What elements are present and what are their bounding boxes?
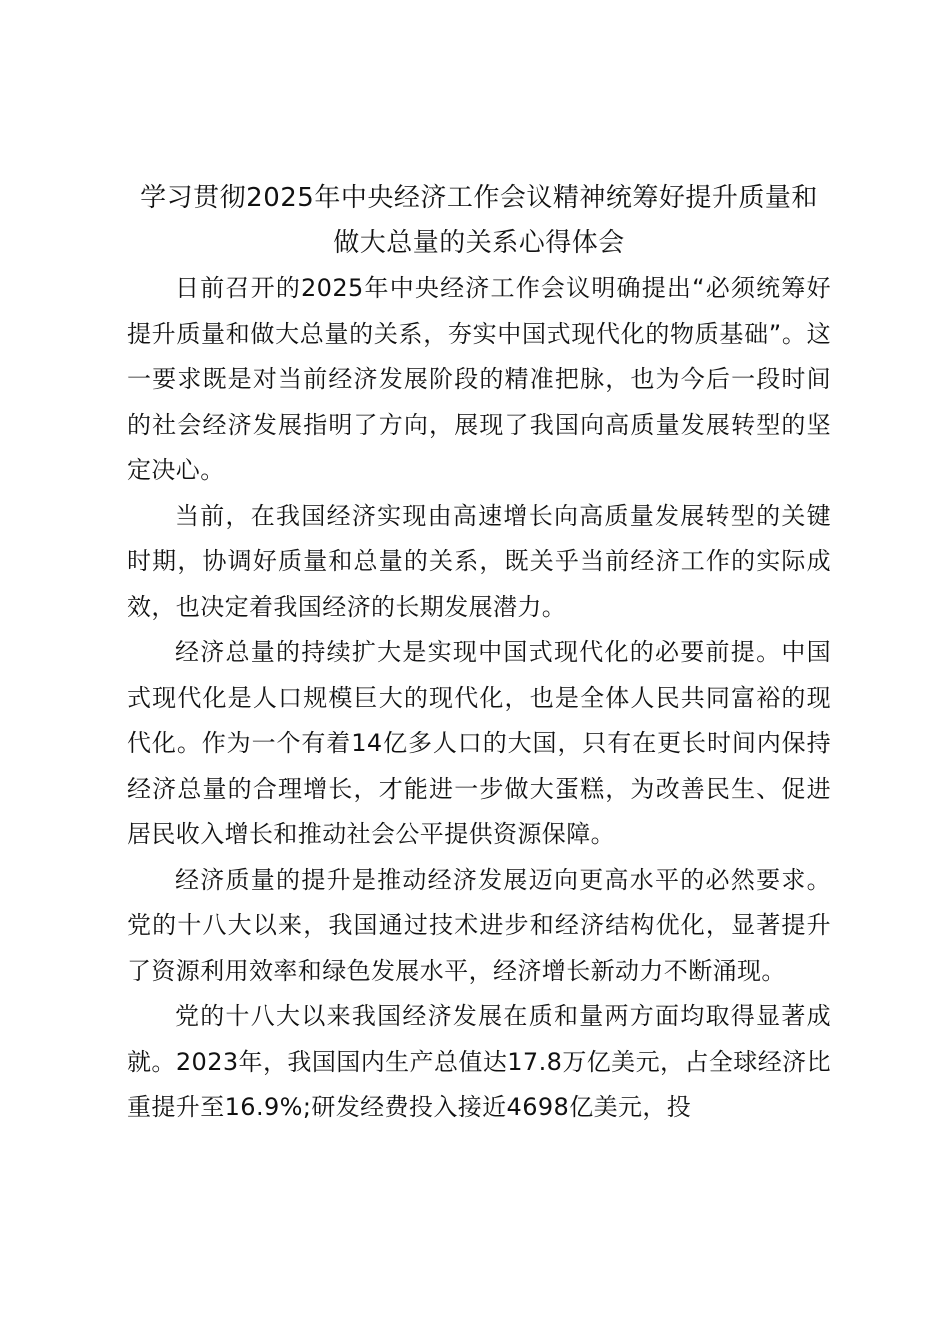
paragraph-3: 经济总量的持续扩大是实现中国式现代化的必要前提。中国式现代化是人口规模巨大的现代化，也是全体人民共同富裕的现代化。作为一个有着14亿多人口的大国，只有在更长时间内保持经济总量的合理增长，才能进一步做大蛋糕，为改善民生、促进居民收入增长和推动社会公平提供资源保障。 [127,638,831,848]
document-content [127,176,831,1131]
paragraph-5: 党的十八大以来我国经济发展在质和量两方面均取得显著成就。2023年，我国国内生产总值达17.8万亿美元，占全球经济比重提升至16.9%;研发经费投入接近4698亿美元，投 [127,1002,831,1121]
paragraph-4: 经济质量的提升是推动经济发展迈向更高水平的必然要求。党的十八大以来，我国通过技术进步和经济结构优化，显著提升了资源利用效率和绿色发展水平，经济增长新动力不断涌现。 [127,865,831,985]
document-title: 学习贯彻2025年中央经济工作会议精神统筹好提升质量和做大总量的关系心得体会 [140,183,818,258]
paragraph-2: 当前，在我国经济实现由高速增长向高质量发展转型的关键时期，协调好质量和总量的关系，既关乎当前经济工作的实际成效，也决定着我国经济的长期发展潜力。 [127,501,831,621]
paragraph-1: 日前召开的2025年中央经济工作会议明确提出“必须统筹好提升质量和做大总量的关系，夯实中国式现代化的物质基础”。这一要求既是对当前经济发展阶段的精准把脉，也为今后一段时间的社会经济发展指明了方向，展现了我国向高质量发展转型的坚定决心。 [127,274,832,484]
